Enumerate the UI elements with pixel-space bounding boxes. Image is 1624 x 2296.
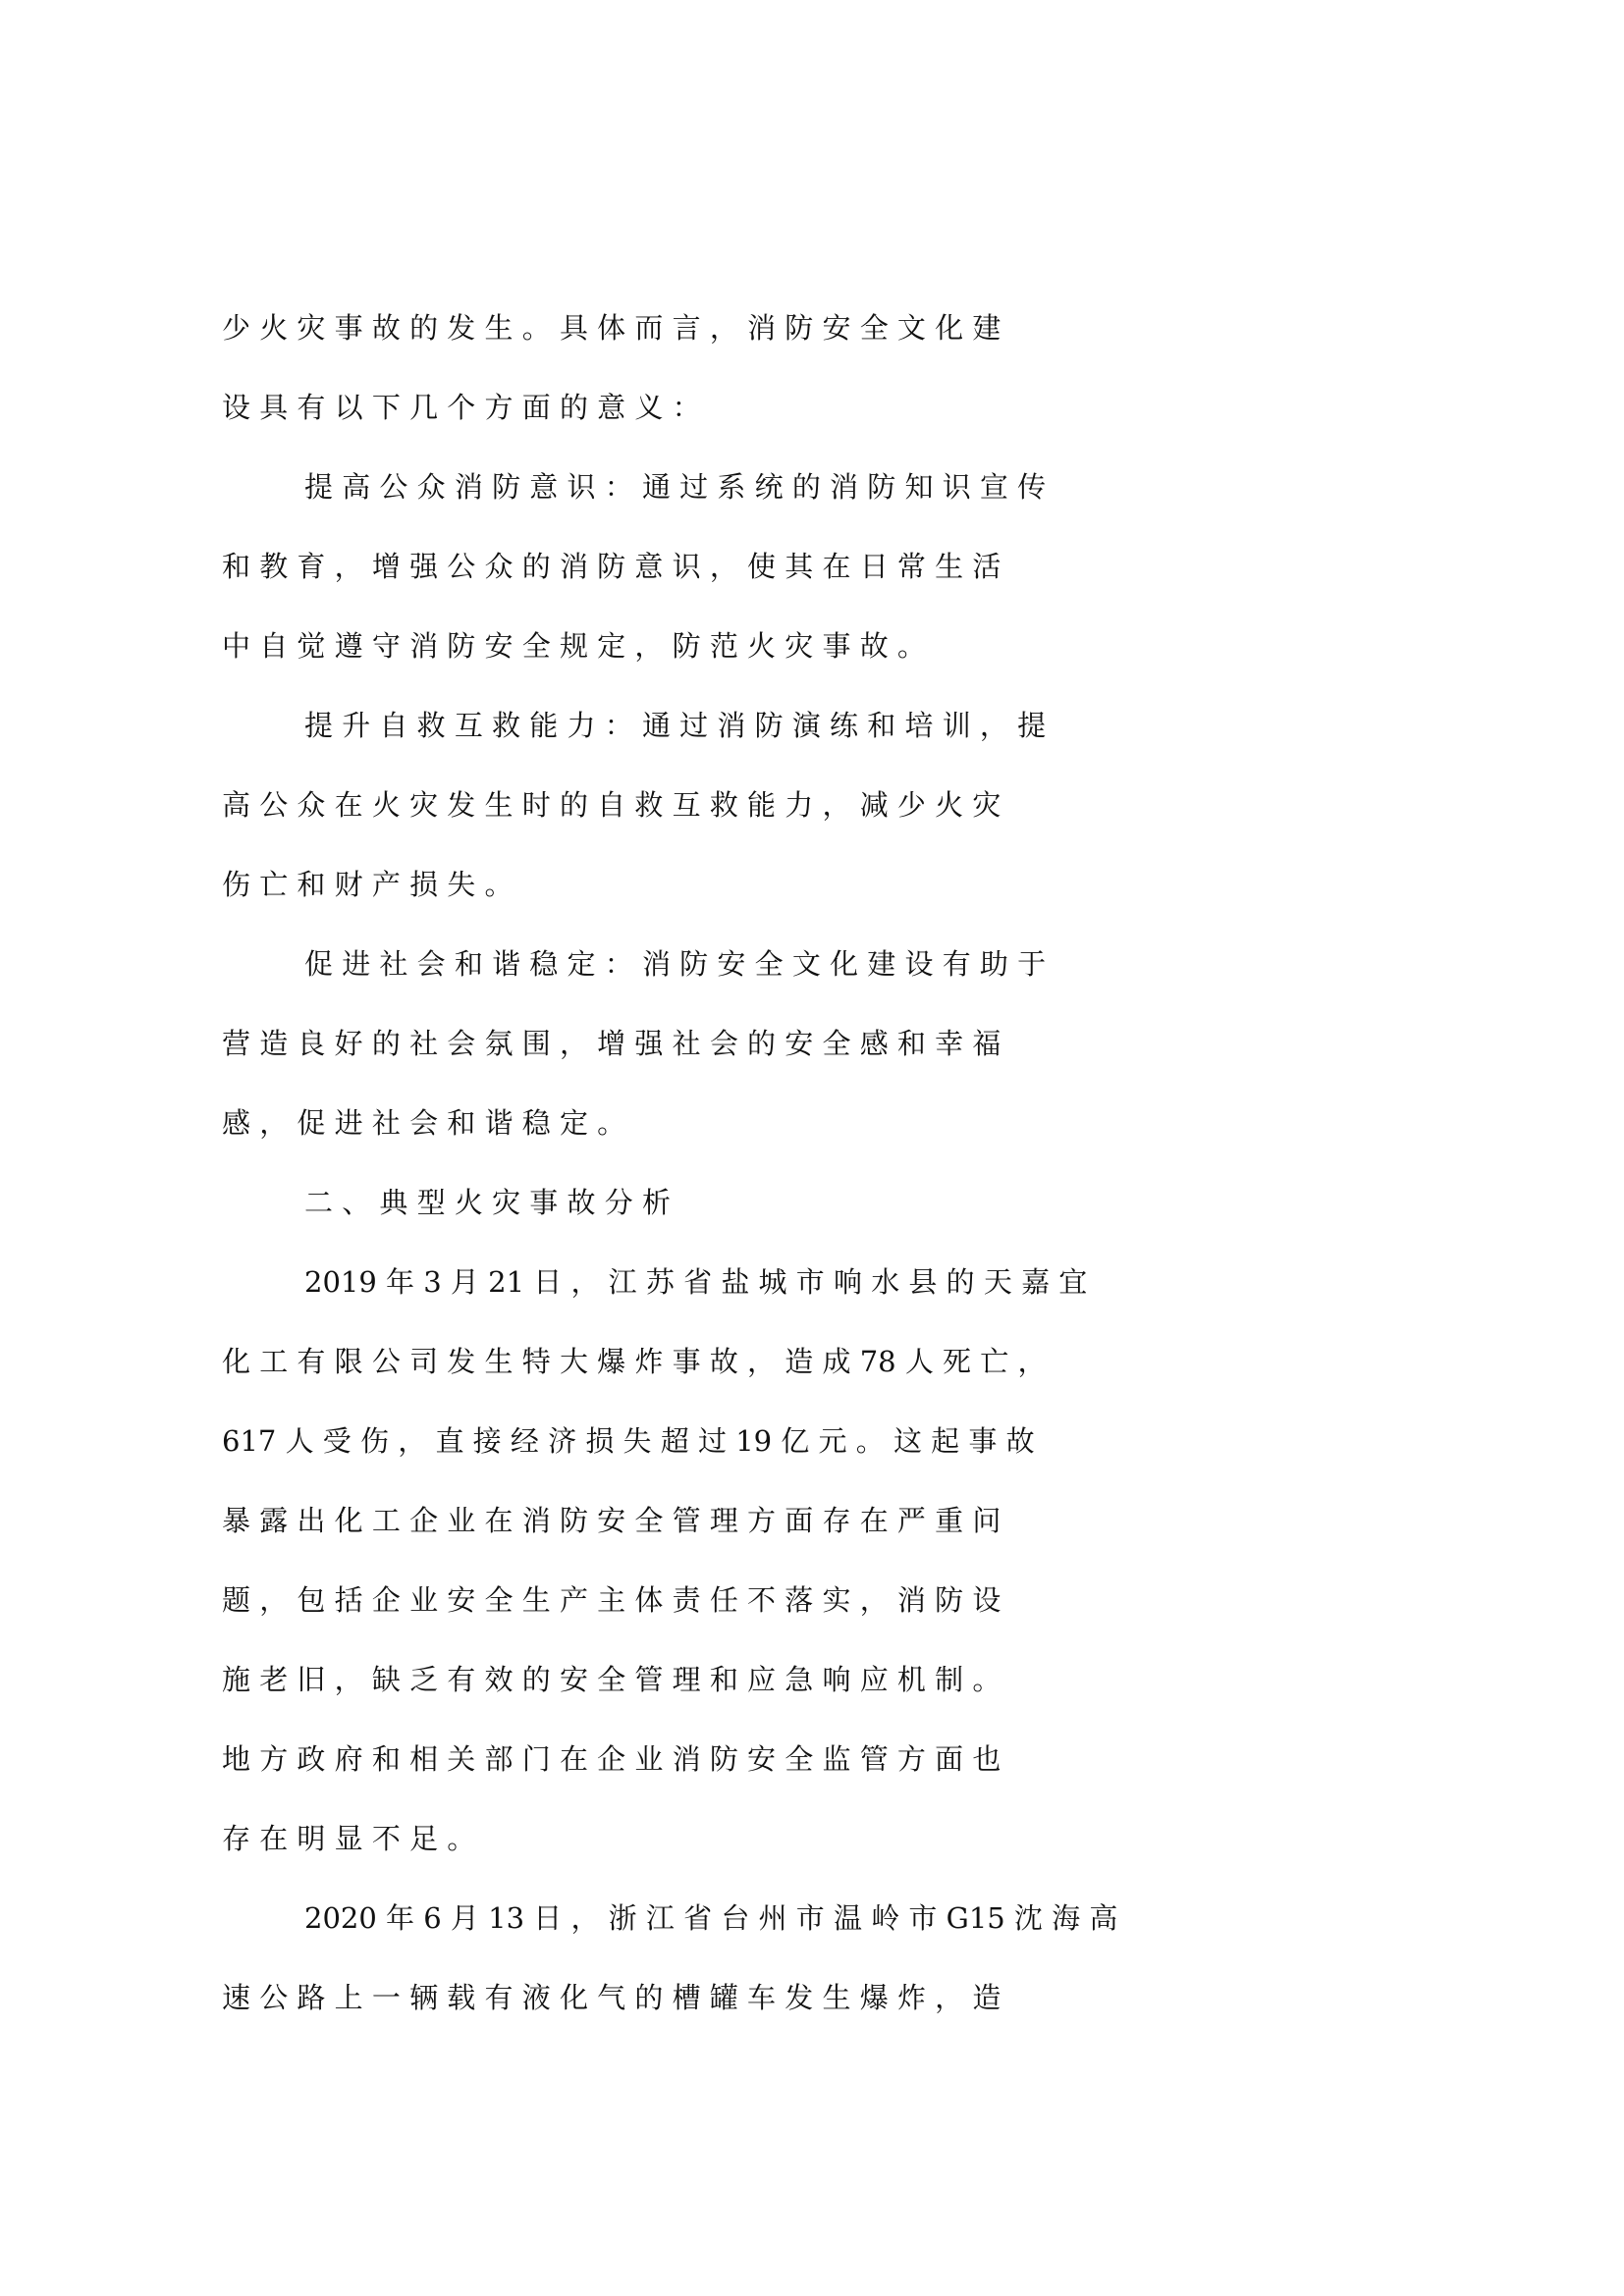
text-line: 少 火 灾 事 故 的 发 生 。 具 体 而 言 ， 消 防 安 全 文 化 建 xyxy=(222,311,1001,345)
paragraph-start-line: 2020 年 6 月 13 日 ， 浙 江 省 台 州 市 温 岭 市 G15 沈 海 高 xyxy=(304,1901,1118,1935)
text-line: 化 工 有 限 公 司 发 生 特 大 爆 炸 事 故 ， 造 成 78 人 死 亡 ， xyxy=(222,1345,1047,1378)
paragraph-start-line: 促 进 社 会 和 谐 稳 定 ： 消 防 安 全 文 化 建 设 有 助 于 xyxy=(304,947,1047,981)
text-line: 施 老 旧 ， 缺 乏 有 效 的 安 全 管 理 和 应 急 响 应 机 制 。 xyxy=(222,1663,1001,1696)
text-line: 和 教 育 ， 增 强 公 众 的 消 防 意 识 ， 使 其 在 日 常 生 活 xyxy=(222,550,1001,583)
section-heading: 二 、 典 型 火 灾 事 故 分 析 xyxy=(304,1186,671,1219)
text-line: 高 公 众 在 火 灾 发 生 时 的 自 救 互 救 能 力 ， 减 少 火 灾 xyxy=(222,788,1001,822)
text-line: 速 公 路 上 一 辆 载 有 液 化 气 的 槽 罐 车 发 生 爆 炸 ， 造 xyxy=(222,1981,1001,2014)
paragraph-start-line: 提 升 自 救 互 救 能 力 ： 通 过 消 防 演 练 和 培 训 ， 提 xyxy=(304,709,1047,742)
text-line: 伤 亡 和 财 产 损 失 。 xyxy=(222,868,514,901)
paragraph-start-line: 提 高 公 众 消 防 意 识 ： 通 过 系 统 的 消 防 知 识 宣 传 xyxy=(304,470,1047,504)
text-line: 题 ， 包 括 企 业 安 全 生 产 主 体 责 任 不 落 实 ， 消 防 设 xyxy=(222,1583,1001,1617)
text-line: 中 自 觉 遵 守 消 防 安 全 规 定 ， 防 范 火 灾 事 故 。 xyxy=(222,629,926,663)
text-line: 感 ， 促 进 社 会 和 谐 稳 定 。 xyxy=(222,1106,626,1140)
text-line: 暴 露 出 化 工 企 业 在 消 防 安 全 管 理 方 面 存 在 严 重 问 xyxy=(222,1504,1001,1537)
text-line: 设 具 有 以 下 几 个 方 面 的 意 义 ： xyxy=(222,391,701,424)
text-line: 地 方 政 府 和 相 关 部 门 在 企 业 消 防 安 全 监 管 方 面 也 xyxy=(222,1742,1001,1776)
text-line: 营 造 良 好 的 社 会 氛 围 ， 增 强 社 会 的 安 全 感 和 幸 福 xyxy=(222,1027,1001,1060)
text-line: 617 人 受 伤 ， 直 接 经 济 损 失 超 过 19 亿 元 。 这 起 事 故 xyxy=(222,1424,1035,1458)
text-line: 存 在 明 显 不 足 。 xyxy=(222,1822,476,1855)
paragraph-start-line: 2019 年 3 月 21 日 ， 江 苏 省 盐 城 市 响 水 县 的 天 嘉 宜 xyxy=(304,1265,1088,1299)
